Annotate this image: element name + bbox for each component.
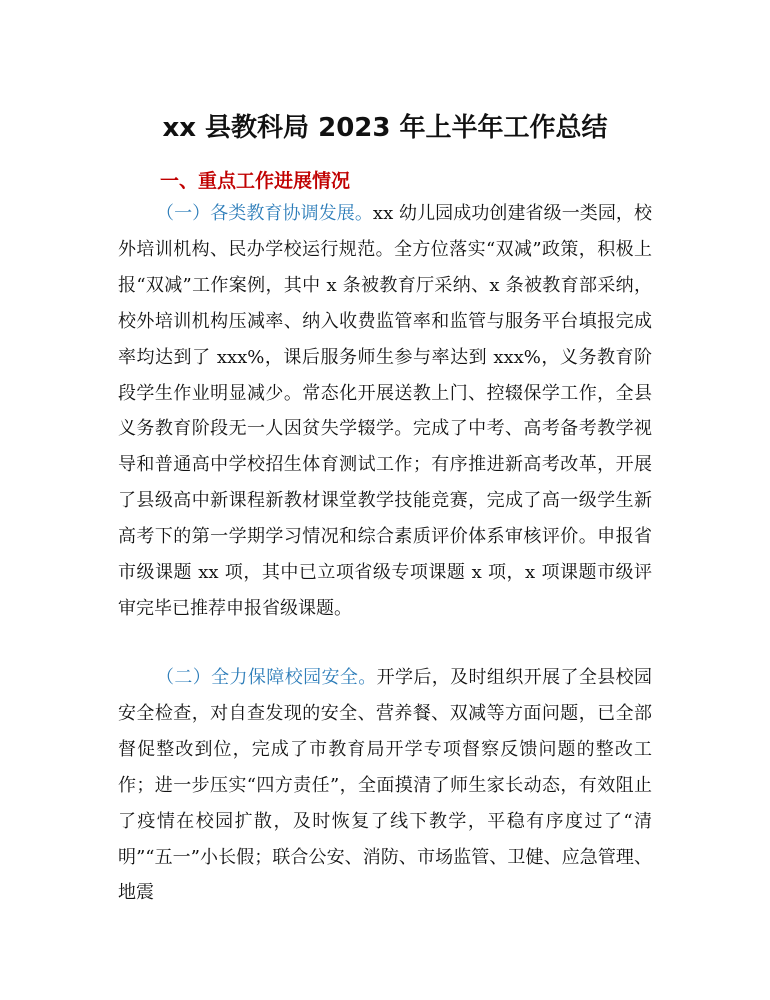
paragraph-campus-safety <box>118 660 652 911</box>
paragraph-education-development <box>118 196 652 627</box>
paragraph-subheading: （二）全力保障校园安全。 <box>156 667 377 688</box>
section-heading: 一、重点工作进展情况 <box>160 170 351 192</box>
paragraph-body: 开学后，及时组织开展了全县校园安全检查，对自查发现的安全、营养餐、双减等方面问题，已全部督促整改到位，完成了市教育局开学专项督察反馈问题的整改工作；进一步压实“四方责任”，全面摸清了师生家长动态，有效阻止了疫情在校园扩散，及时恢复了线下教学，平稳有序度过了“清明”“五一”小长假；联合公安、消防、市场监管、卫健、应急管理、地震 <box>118 667 653 904</box>
document-title: xx 县教科局 2023 年上半年工作总结 <box>162 113 608 143</box>
paragraph-subheading: （一）各类教育协调发展。 <box>156 203 373 224</box>
paragraph-body: xx 幼儿园成功创建省级一类园，校外培训机构、民办学校运行规范。全方位落实“双减”政策，积极上报“双减”工作案例，其中 x 条被教育厅采纳、x 条被教育部采纳，校外培训机构压减率、纳入收费监管率和监管与服务平台填报完成率均达到了 xxx%，课后服务师生参与率达到 xxx%，义务教育阶段学生作业明显减少。常态化开展送教上门、控辍保学工作，全县义务教育阶段无一人因贫失学辍学。完成了中考、高考备考教学视导和普通高中学校招生体育测试工作；有序推进新高考改革，开展了县级高中新课程新教材课堂教学技能竞赛，完成了高一级学生新高考下的第一学期学习情况和综合素质评价体系审核评价。申报省市级课题 xx 项，其中已立项省级专项课题 x 项，x 项课题市级评审完毕已推荐申报省级课题。 <box>118 203 653 619</box>
